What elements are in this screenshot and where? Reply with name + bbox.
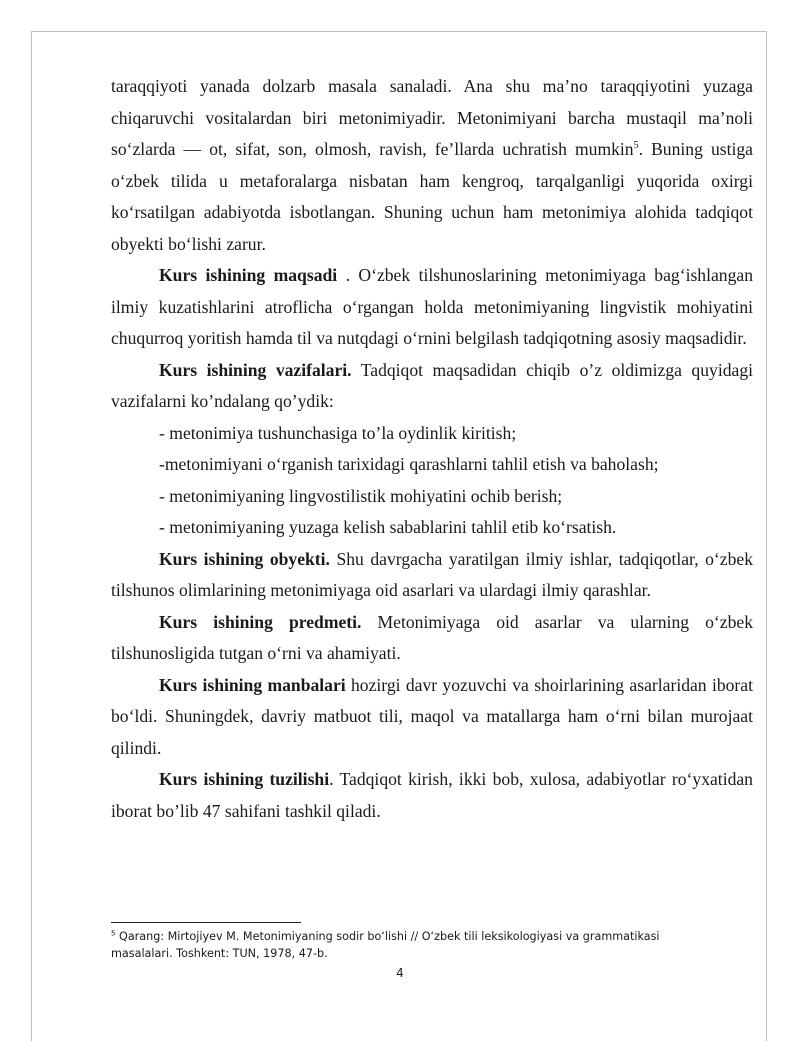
task-item-2: -metonimiyani o‘rganish tarixidagi qarashlarni tahlil etish va baholash; <box>159 454 659 474</box>
tasks-intro-text: Tadqiqot maqsadidan chiqib o’z oldimizga quyidagi vazifalarni ko’ndalang qo’ydik: <box>111 359 754 411</box>
sources-paragraph <box>111 670 753 765</box>
object-text: Shu davrgacha yaratilgan ilmiy ishlar, tadqiqotlar, o‘zbek tilshunos olimlarining metonimiyaga oid asarlari va ulardagi ilmiy qarashlar. <box>111 548 753 600</box>
intro-text-end: . Buning ustiga o‘zbek tilida u metaforalarga nisbatan ham kengroq, tarqalganligi yuqorida oxirgi ko‘rsatilgan adabiyotda isbotlangan. Shuning uchun ham metonimiya alohida tadqiqot obyekti bo‘lishi zarur. <box>111 139 753 254</box>
tasks-heading: Kurs ishining vazifalari. <box>159 359 352 380</box>
tasks-paragraph <box>111 355 753 418</box>
task-item-4: - metonimiyaning yuzaga kelish sabablarini tahlil etib ko‘rsatish. <box>159 517 617 537</box>
page-body <box>111 71 753 827</box>
structure-text: . Tadqiqot kirish, ikki bob, xulosa, adabiyotlar ro‘yxatidan iborat bo’lib 47 sahifani tashkil qiladi. <box>111 769 753 821</box>
footnote-reference[interactable]: 5 <box>633 140 639 152</box>
structure-heading: Kurs ishining tuzilishi <box>159 769 330 789</box>
footnote-text: Qarang: Mirtojiyev M. Metonimiyaning sodir bo‘lishi // O‘zbek tili leksikologiyasi va grammatikasi masalalari. Toshkent: TUN, 1978, 47-b. <box>111 930 660 960</box>
footnote-separator <box>111 922 301 923</box>
footnote <box>111 928 711 962</box>
footnote-marker: 5 <box>111 929 116 938</box>
subject-heading: Kurs ishining predmeti. <box>159 611 362 632</box>
goal-paragraph <box>111 260 753 355</box>
structure-paragraph <box>111 764 753 827</box>
object-heading: Kurs ishining obyekti. <box>159 548 330 569</box>
page-number: 4 <box>396 966 404 980</box>
subject-text: Metonimiyaga oid asarlar va ularning o‘zbek tilshunosligida tutgan o‘rni va ahamiyati. <box>111 611 753 663</box>
goal-text: . O‘zbek tilshunoslarining metonimiyaga bag‘ishlangan ilmiy kuzatishlarini atroflicha o‘rgangan holda metonimiyaning lingvistik mohiyatini chuqurroq yoritish hamda til va nutqdagi o‘rnini belgilash tadqiqotning asosiy maqsadidir. <box>111 265 754 348</box>
intro-text-start: taraqqiyoti yanada dolzarb masala sanaladi. Ana shu ma’no taraqqiyotini yuzaga chiqaruvchi vositalardan biri metonimiyadir. Metonimiyani barcha mustaqil ma’noli so‘zlarda — ot, sifat, son, olmosh, ravish, fe’llarda uchratish mumkin <box>111 76 753 159</box>
goal-heading: Kurs ishining maqsadi <box>159 265 338 285</box>
sources-text: hozirgi davr yozuvchi va shoirlarining asarlaridan iborat bo‘ldi. Shuningdek, davriy matbuot tili, maqol va matallarga ham o‘rni bilan murojaat qilindi. <box>111 674 753 758</box>
task-item-3: - metonimiyaning lingvostilistik mohiyatini ochib berish; <box>159 485 563 506</box>
sources-heading: Kurs ishining manbalari <box>159 674 346 695</box>
subject-paragraph <box>111 607 753 670</box>
task-item-1: - metonimiya tushunchasiga to’la oydinlik kiritish; <box>159 422 517 443</box>
object-paragraph <box>111 544 753 607</box>
intro-paragraph <box>111 71 753 260</box>
